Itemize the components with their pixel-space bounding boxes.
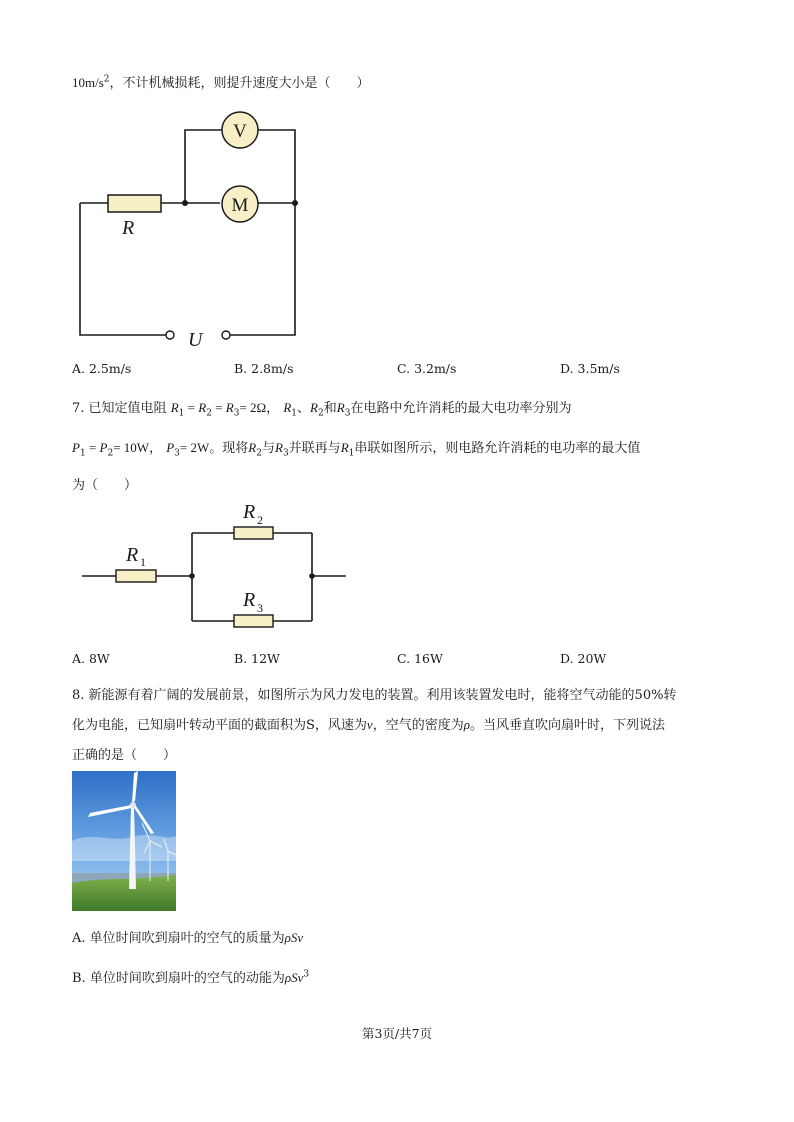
q8-option-b-expr: ρSv	[284, 970, 304, 985]
q8-option-b-text: B. 单位时间吹到扇叶的空气的动能为	[72, 971, 285, 986]
q7-junction-left	[189, 573, 195, 579]
q6-motor-label: M	[231, 195, 249, 216]
q6-option-b[interactable]: B. 2.8m/s	[234, 361, 294, 376]
q6-source-label: U	[188, 329, 203, 351]
q8-option-a-text: A. 单位时间吹到扇叶的空气的质量为	[72, 931, 285, 946]
q8-line-2: 化为电能，已知扇叶转动平面的截面积为S，风速为v，空气的密度为ρ。当风垂直吹向扇叶时，下列说法	[72, 717, 665, 733]
q7-line-1: 7. 已知定值电阻 $R_1 = R_2 = R_3= 2\Omega$， $R_1$、$R_2$和$R_3$在电路中允许消耗的最大电功率分别为	[72, 400, 572, 419]
q7-resistor-r1	[116, 570, 156, 582]
q7-r1-label: R	[126, 544, 139, 566]
q8-line2-c: 。当风垂直吹向扇叶时，下列说法	[469, 718, 665, 733]
q6-resistor-label: R	[122, 217, 135, 239]
q7-number: 7.	[72, 401, 85, 416]
q7-line1-eq: = 2Ω	[239, 400, 267, 415]
q7-r1-sub: 1	[140, 555, 146, 569]
q7-line2-text-b: 与	[261, 441, 275, 456]
q7-option-a[interactable]: A. 8W	[72, 651, 110, 666]
q8-number: 8.	[72, 688, 85, 703]
q8-option-a-expr: ρSv	[284, 930, 304, 945]
q6-tail-text: ，不计机械损耗，则提升速度大小是（ ）	[109, 76, 370, 91]
q7-line1-suffix: 在电路中允许消耗的最大电功率分别为	[350, 401, 572, 416]
page-footer: 第3页/共7页	[361, 1026, 433, 1041]
q7-line1-prefix: 已知定值电阻	[88, 401, 167, 416]
q7-option-b[interactable]: B. 12W	[234, 651, 280, 666]
q7-option-c[interactable]: C. 16W	[397, 651, 443, 666]
q7-line2-text-c: 并联再与	[288, 441, 341, 456]
q7-line2-text-d: 串联如图所示，则电路允许消耗的电功率的最大值	[354, 441, 641, 456]
q6-option-c[interactable]: C. 3.2m/s	[397, 361, 457, 376]
q7-option-d[interactable]: D. 20W	[560, 651, 607, 666]
q8-line2-b: ，空气的密度为	[372, 718, 464, 733]
wind-turbine-photo	[72, 771, 176, 911]
q8-line-3: 正确的是（ ）	[72, 748, 177, 763]
q8-option-a[interactable]	[72, 927, 303, 946]
q8-line2-a: 化为电能，已知扇叶转动平面的截面积为S，风速为	[72, 718, 367, 733]
q7-line1-mid: 和	[323, 401, 337, 416]
q7-line-2: $P_1 = P_2= 10W$， $P_3= 2W$。现将$R_2$与$R_3$并联再与$R_1$串联如图所示，则电路允许消耗的电功率的最大值	[72, 440, 641, 459]
q7-line2-text-a: 。现将	[209, 441, 249, 456]
q7-r2-label: R	[243, 501, 256, 523]
q6-option-a[interactable]: A. 2.5m/s	[72, 361, 132, 376]
q6-accel-unit: 10m/s	[72, 75, 104, 90]
q7-resistor-r2	[234, 527, 273, 539]
q8-option-b[interactable]	[72, 967, 309, 986]
q7-line2-eq2: = 2W	[179, 440, 210, 455]
q7-r3-sub: 3	[257, 601, 263, 615]
q8-line-1	[72, 684, 676, 703]
q7-line2-eq1: = 10W	[113, 440, 150, 455]
q8-line1-text: 新能源有着广阔的发展前景，如图所示为风力发电的装置。利用该装置发电时，能将空气动能的50%转	[88, 688, 677, 703]
q7-line-3: 为（ ）	[72, 478, 138, 493]
q8-option-b-sup: 3	[303, 969, 310, 980]
q7-resistor-r3	[234, 615, 273, 627]
q7-r3-label: R	[243, 589, 256, 611]
q7-r2-sub: 2	[257, 513, 263, 527]
q6-voltmeter-label: V	[233, 121, 247, 142]
q6-option-d[interactable]: D. 3.5m/s	[560, 361, 620, 376]
q7-junction-right	[309, 573, 315, 579]
q6-accel-sup: 2	[103, 74, 110, 85]
